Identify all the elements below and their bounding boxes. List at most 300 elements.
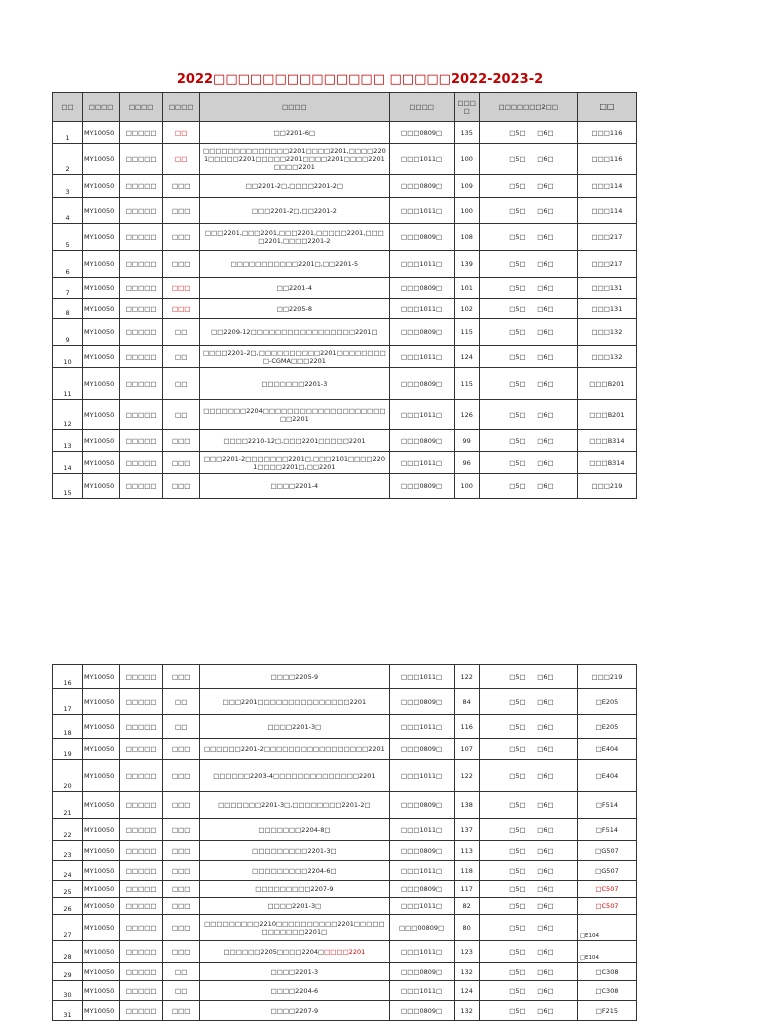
header-type: □□□□ (163, 93, 200, 122)
header-teacher: □□□□ (389, 93, 454, 122)
classroom: □□□B314 (577, 430, 636, 452)
row-number: 31 (53, 1001, 83, 1021)
week-day-a: □5□ (509, 967, 526, 976)
class-list: □□□2201-2□,□□2201-2 (200, 198, 389, 224)
table-row (53, 715, 637, 739)
course-type: □□□ (163, 760, 200, 792)
course-type: □□□ (163, 861, 200, 881)
student-count: 115 (454, 368, 479, 400)
time-slot (479, 198, 577, 224)
time-slot (479, 665, 577, 689)
table-row (53, 881, 637, 898)
course-code: MY10050 (83, 792, 120, 819)
course-type: □□□ (163, 430, 200, 452)
course-code: MY10050 (83, 430, 120, 452)
course-type: □□ (163, 400, 200, 430)
row-number: 24 (53, 861, 83, 881)
student-count: 122 (454, 665, 479, 689)
row-number: 15 (53, 474, 83, 499)
week-day-a: □5□ (509, 801, 526, 809)
week-day-b: □6□ (537, 182, 554, 190)
table-row (53, 1001, 637, 1021)
row-number: 3 (53, 175, 83, 198)
table-row (53, 319, 637, 346)
student-count: 113 (454, 841, 479, 861)
week-day-b: □6□ (537, 379, 554, 388)
student-count: 99 (454, 430, 479, 452)
class-list: □□□□□□□2201-3 (200, 368, 389, 400)
week-day-b: □6□ (537, 155, 554, 163)
week-day-b: □6□ (537, 233, 554, 241)
class-list: □□□□□□□□□□□□□□2201□□□□2201,□□□□2201□□□□□2201□□□□□2201□□□□2201□□□□2201□□□□2201 (200, 144, 389, 175)
course-type: □□ (163, 319, 200, 346)
classroom: □G507 (577, 861, 636, 881)
class-list: □□□□□□2205□□□□2204□□□□□2201 (200, 941, 389, 963)
classroom: □□□131 (577, 299, 636, 319)
class-list: □□2205-8 (200, 299, 389, 319)
classroom: □F215 (577, 1001, 636, 1021)
class-list: □□□□□□□2204-8□ (200, 819, 389, 841)
course-type: □□□ (163, 198, 200, 224)
student-count: 116 (454, 715, 479, 739)
week-day-a: □5□ (509, 846, 526, 855)
table-row (53, 963, 637, 981)
week-day-b: □6□ (537, 128, 554, 137)
week-day-a: □5□ (509, 260, 526, 268)
course-name: □□□□□ (120, 144, 163, 175)
week-day-b: □6□ (537, 260, 554, 268)
time-slot (479, 122, 577, 144)
table-row (53, 452, 637, 474)
student-count: 124 (454, 346, 479, 368)
class-list: □□2201-4 (200, 278, 389, 299)
classroom: □□□131 (577, 278, 636, 299)
course-code: MY10050 (83, 251, 120, 278)
classroom (577, 915, 636, 941)
row-number: 1 (53, 122, 83, 144)
student-count: 109 (454, 175, 479, 198)
student-count: 118 (454, 861, 479, 881)
teacher: □□□1011□ (389, 861, 454, 881)
course-name: □□□□□ (120, 981, 163, 1001)
table-row (53, 739, 637, 760)
week-day-b: □6□ (537, 328, 554, 336)
course-code: MY10050 (83, 981, 120, 1001)
class-list: □□□□2201-3□ (200, 898, 389, 915)
week-day-b: □6□ (537, 801, 554, 809)
row-number: 27 (53, 915, 83, 941)
student-count: 138 (454, 792, 479, 819)
classroom: □□□219 (577, 474, 636, 499)
week-day-b: □6□ (537, 482, 554, 490)
course-code: MY10050 (83, 915, 120, 941)
header-classes: □□□□ (200, 93, 389, 122)
teacher: □□□0809□ (389, 792, 454, 819)
week-day-a: □5□ (509, 233, 526, 241)
student-count: 101 (454, 278, 479, 299)
course-code: MY10050 (83, 963, 120, 981)
row-number: 14 (53, 452, 83, 474)
course-name: □□□□□ (120, 368, 163, 400)
class-list: □□□□□□□□□□□2201□,□□2201-5 (200, 251, 389, 278)
schedule-table-1 (52, 92, 637, 499)
time-slot (479, 299, 577, 319)
course-name: □□□□□ (120, 760, 163, 792)
course-type: □□ (163, 122, 200, 144)
teacher: □□□1011□ (389, 819, 454, 841)
teacher: □□□1011□ (389, 981, 454, 1001)
course-name: □□□□□ (120, 689, 163, 715)
course-type: □□ (163, 368, 200, 400)
course-code: MY10050 (83, 319, 120, 346)
row-number: 29 (53, 963, 83, 981)
course-code: MY10050 (83, 715, 120, 739)
time-slot (479, 898, 577, 915)
classroom: □F514 (577, 792, 636, 819)
table-row (53, 861, 637, 881)
teacher: □□□1011□ (389, 452, 454, 474)
week-day-a: □5□ (509, 284, 526, 292)
course-type: □□□ (163, 474, 200, 499)
course-code: MY10050 (83, 122, 120, 144)
week-day-b: □6□ (537, 745, 554, 753)
class-list: □□2201-6□ (200, 122, 389, 144)
classroom: □E205 (577, 715, 636, 739)
row-number: 21 (53, 792, 83, 819)
classroom: □□□B201 (577, 368, 636, 400)
row-number: 8 (53, 299, 83, 319)
time-slot (479, 224, 577, 251)
row-number: 11 (53, 368, 83, 400)
class-list: □□□2201□□□□□□□□□□□□□□□2201 (200, 689, 389, 715)
schedule-table-2 (52, 664, 637, 1021)
class-list: □□□□□□2201-2□□□□□□□□□□□□□□□□□2201 (200, 739, 389, 760)
student-count: 123 (454, 941, 479, 963)
course-type: □□□ (163, 881, 200, 898)
student-count: 82 (454, 898, 479, 915)
course-code: MY10050 (83, 198, 120, 224)
week-day-a: □5□ (509, 825, 526, 834)
table-row (53, 941, 637, 963)
student-count: 100 (454, 198, 479, 224)
table-row (53, 760, 637, 792)
table-row (53, 278, 637, 299)
course-name: □□□□□ (120, 175, 163, 198)
row-number: 12 (53, 400, 83, 430)
table-row (53, 368, 637, 400)
course-type: □□□ (163, 739, 200, 760)
time-slot (479, 251, 577, 278)
week-day-b: □6□ (537, 902, 554, 910)
student-count: 132 (454, 1001, 479, 1021)
course-name: □□□□□ (120, 400, 163, 430)
course-name: □□□□□ (120, 861, 163, 881)
table-row (53, 665, 637, 689)
course-code: MY10050 (83, 368, 120, 400)
course-type: □□□ (163, 175, 200, 198)
teacher: □□□0809□ (389, 175, 454, 198)
row-number: 16 (53, 665, 83, 689)
time-slot (479, 368, 577, 400)
row-number: 22 (53, 819, 83, 841)
teacher: □□□1011□ (389, 346, 454, 368)
week-day-b: □6□ (537, 284, 554, 292)
header-time: □□□□□□□2□□ (479, 93, 577, 122)
time-slot (479, 278, 577, 299)
classroom: □E404 (577, 739, 636, 760)
course-name: □□□□□ (120, 474, 163, 499)
course-type: □□□ (163, 898, 200, 915)
student-count: 107 (454, 739, 479, 760)
week-day-a: □5□ (509, 923, 526, 932)
row-number: 10 (53, 346, 83, 368)
week-day-b: □6□ (537, 1006, 554, 1015)
course-code: MY10050 (83, 452, 120, 474)
time-slot (479, 1001, 577, 1021)
row-number: 6 (53, 251, 83, 278)
classroom: □□□116 (577, 122, 636, 144)
classroom: □□□116 (577, 144, 636, 175)
course-code: MY10050 (83, 841, 120, 861)
student-count: 96 (454, 452, 479, 474)
course-type: □□ (163, 715, 200, 739)
student-count: 126 (454, 400, 479, 430)
week-day-a: □5□ (509, 902, 526, 910)
course-code: MY10050 (83, 175, 120, 198)
course-type: □□□ (163, 665, 200, 689)
class-list: □□□□□□□2204□□□□□□□□□□□□□□□□□□□□□□2201 (200, 400, 389, 430)
classroom: □□□114 (577, 198, 636, 224)
week-day-b: □6□ (537, 947, 554, 956)
teacher: □□□1011□ (389, 198, 454, 224)
course-name: □□□□□ (120, 278, 163, 299)
classroom: □□□132 (577, 319, 636, 346)
course-name: □□□□□ (120, 963, 163, 981)
course-name: □□□□□ (120, 1001, 163, 1021)
course-name: □□□□□ (120, 819, 163, 841)
class-list: □□□□□□□□□2210□□□□□□□□□□2201□□□□□□□□□□□□2201□ (200, 915, 389, 941)
course-type: □□ (163, 144, 200, 175)
course-name: □□□□□ (120, 319, 163, 346)
class-list: □□2201-2□,□□□□2201-2□ (200, 175, 389, 198)
class-list-highlight: □□□□2201 (324, 947, 366, 956)
course-code: MY10050 (83, 898, 120, 915)
course-code: MY10050 (83, 689, 120, 715)
course-code: MY10050 (83, 144, 120, 175)
time-slot (479, 400, 577, 430)
course-name: □□□□□ (120, 915, 163, 941)
class-list: □□□□2201-3□ (200, 715, 389, 739)
class-list: □□□□□□□□□2204-6□ (200, 861, 389, 881)
course-type: □□□ (163, 792, 200, 819)
student-count: 80 (454, 915, 479, 941)
classroom-note: □E104 (579, 933, 600, 939)
course-code: MY10050 (83, 881, 120, 898)
course-name: □□□□□ (120, 299, 163, 319)
header-course: □□□□ (120, 93, 163, 122)
course-name: □□□□□ (120, 941, 163, 963)
course-type: □□□ (163, 1001, 200, 1021)
classroom: □C308 (577, 981, 636, 1001)
week-day-b: □6□ (537, 825, 554, 834)
class-list: □□2209-12□□□□□□□□□□□□□□□□□2201□ (200, 319, 389, 346)
time-slot (479, 715, 577, 739)
class-list: □□□□2201-2□,□□□□□□□□□□2201□□□□□□□□□-CGMA□□□2201 (200, 346, 389, 368)
table-header-row (53, 93, 637, 122)
course-code: MY10050 (83, 299, 120, 319)
class-list: □□□□□□□□□2201-3□ (200, 841, 389, 861)
teacher: □□□0809□ (389, 963, 454, 981)
teacher: □□□1011□ (389, 251, 454, 278)
course-type: □□ (163, 689, 200, 715)
time-slot (479, 941, 577, 963)
course-name: □□□□□ (120, 881, 163, 898)
week-day-a: □5□ (509, 866, 526, 875)
course-type: □□□ (163, 452, 200, 474)
course-name: □□□□□ (120, 792, 163, 819)
course-type: □□ (163, 963, 200, 981)
course-name: □□□□□ (120, 122, 163, 144)
teacher: □□□1011□ (389, 400, 454, 430)
classroom-note: □E104 (579, 955, 600, 961)
student-count: 84 (454, 689, 479, 715)
teacher: □□□1011□ (389, 898, 454, 915)
row-number: 28 (53, 941, 83, 963)
teacher: □□□0809□ (389, 122, 454, 144)
course-name: □□□□□ (120, 665, 163, 689)
student-count: 115 (454, 319, 479, 346)
week-day-a: □5□ (509, 155, 526, 163)
class-list: □□□□2207-9 (200, 1001, 389, 1021)
week-day-a: □5□ (509, 1006, 526, 1015)
week-day-a: □5□ (509, 986, 526, 995)
student-count: 100 (454, 474, 479, 499)
week-day-b: □6□ (537, 206, 554, 215)
course-code: MY10050 (83, 400, 120, 430)
week-day-b: □6□ (537, 697, 554, 706)
week-day-b: □6□ (537, 722, 554, 731)
table-row (53, 915, 637, 941)
class-list: □□□2201-2□□□□□□□2201□,□□□2101□□□□2201□□□□2201□,□□2201 (200, 452, 389, 474)
course-code: MY10050 (83, 474, 120, 499)
student-count: 139 (454, 251, 479, 278)
time-slot (479, 430, 577, 452)
week-day-a: □5□ (509, 458, 526, 467)
week-day-b: □6□ (537, 672, 554, 681)
table-row (53, 251, 637, 278)
classroom: □G507 (577, 841, 636, 861)
course-name: □□□□□ (120, 452, 163, 474)
time-slot (479, 915, 577, 941)
course-name: □□□□□ (120, 739, 163, 760)
time-slot (479, 452, 577, 474)
row-number: 7 (53, 278, 83, 299)
teacher: □□□0809□ (389, 368, 454, 400)
classroom: □C507 (577, 881, 636, 898)
week-day-b: □6□ (537, 352, 554, 361)
classroom (577, 941, 636, 963)
course-code: MY10050 (83, 941, 120, 963)
course-name: □□□□□ (120, 841, 163, 861)
classroom: □F514 (577, 819, 636, 841)
table-row (53, 981, 637, 1001)
class-list: □□□□2204-6 (200, 981, 389, 1001)
course-name: □□□□□ (120, 224, 163, 251)
teacher: □□□0809□ (389, 278, 454, 299)
week-day-b: □6□ (537, 846, 554, 855)
time-slot (479, 760, 577, 792)
classroom: □□□219 (577, 665, 636, 689)
time-slot (479, 319, 577, 346)
classroom: □□□114 (577, 175, 636, 198)
week-day-a: □5□ (509, 206, 526, 215)
student-count: 122 (454, 760, 479, 792)
teacher: □□□0809□ (389, 474, 454, 499)
time-slot (479, 819, 577, 841)
course-type: □□□ (163, 941, 200, 963)
class-list: □□□□□□□2201-3□,□□□□□□□□2201-2□ (200, 792, 389, 819)
course-name: □□□□□ (120, 898, 163, 915)
week-day-a: □5□ (509, 410, 526, 419)
teacher: □□□0809□ (389, 430, 454, 452)
classroom: □□□B201 (577, 400, 636, 430)
classroom: □E205 (577, 689, 636, 715)
course-name: □□□□□ (120, 251, 163, 278)
teacher: □□□1011□ (389, 941, 454, 963)
teacher: □□□0809□ (389, 739, 454, 760)
row-number: 13 (53, 430, 83, 452)
week-day-a: □5□ (509, 697, 526, 706)
class-list: □□□□2210-12□,□□□2201□□□□□2201 (200, 430, 389, 452)
header-room: □□ (577, 93, 636, 122)
course-type: □□ (163, 981, 200, 1001)
week-day-a: □5□ (509, 947, 526, 956)
time-slot (479, 474, 577, 499)
time-slot (479, 689, 577, 715)
teacher: □□□0809□ (389, 224, 454, 251)
course-type: □□□ (163, 841, 200, 861)
teacher: □□□0809□ (389, 841, 454, 861)
week-day-a: □5□ (509, 436, 526, 445)
class-list: □□□□□□2203-4□□□□□□□□□□□□□□2201 (200, 760, 389, 792)
row-number: 17 (53, 689, 83, 715)
week-day-b: □6□ (537, 436, 554, 445)
classroom: □□□B314 (577, 452, 636, 474)
student-count: 137 (454, 819, 479, 841)
header-no: □□ (53, 93, 83, 122)
course-type: □□□ (163, 819, 200, 841)
week-day-a: □5□ (509, 885, 526, 893)
week-day-a: □5□ (509, 745, 526, 753)
week-day-a: □5□ (509, 672, 526, 681)
time-slot (479, 881, 577, 898)
table-row (53, 198, 637, 224)
time-slot (479, 175, 577, 198)
week-day-b: □6□ (537, 967, 554, 976)
week-day-a: □5□ (509, 128, 526, 137)
course-code: MY10050 (83, 1001, 120, 1021)
table-row (53, 224, 637, 251)
week-day-a: □5□ (509, 379, 526, 388)
student-count: 117 (454, 881, 479, 898)
week-day-a: □5□ (509, 771, 526, 780)
student-count: 124 (454, 981, 479, 1001)
week-day-a: □5□ (509, 352, 526, 361)
class-list: □□□□□□□□□2207-9 (200, 881, 389, 898)
week-day-a: □5□ (509, 182, 526, 190)
teacher: □□□1011□ (389, 665, 454, 689)
week-day-b: □6□ (537, 458, 554, 467)
